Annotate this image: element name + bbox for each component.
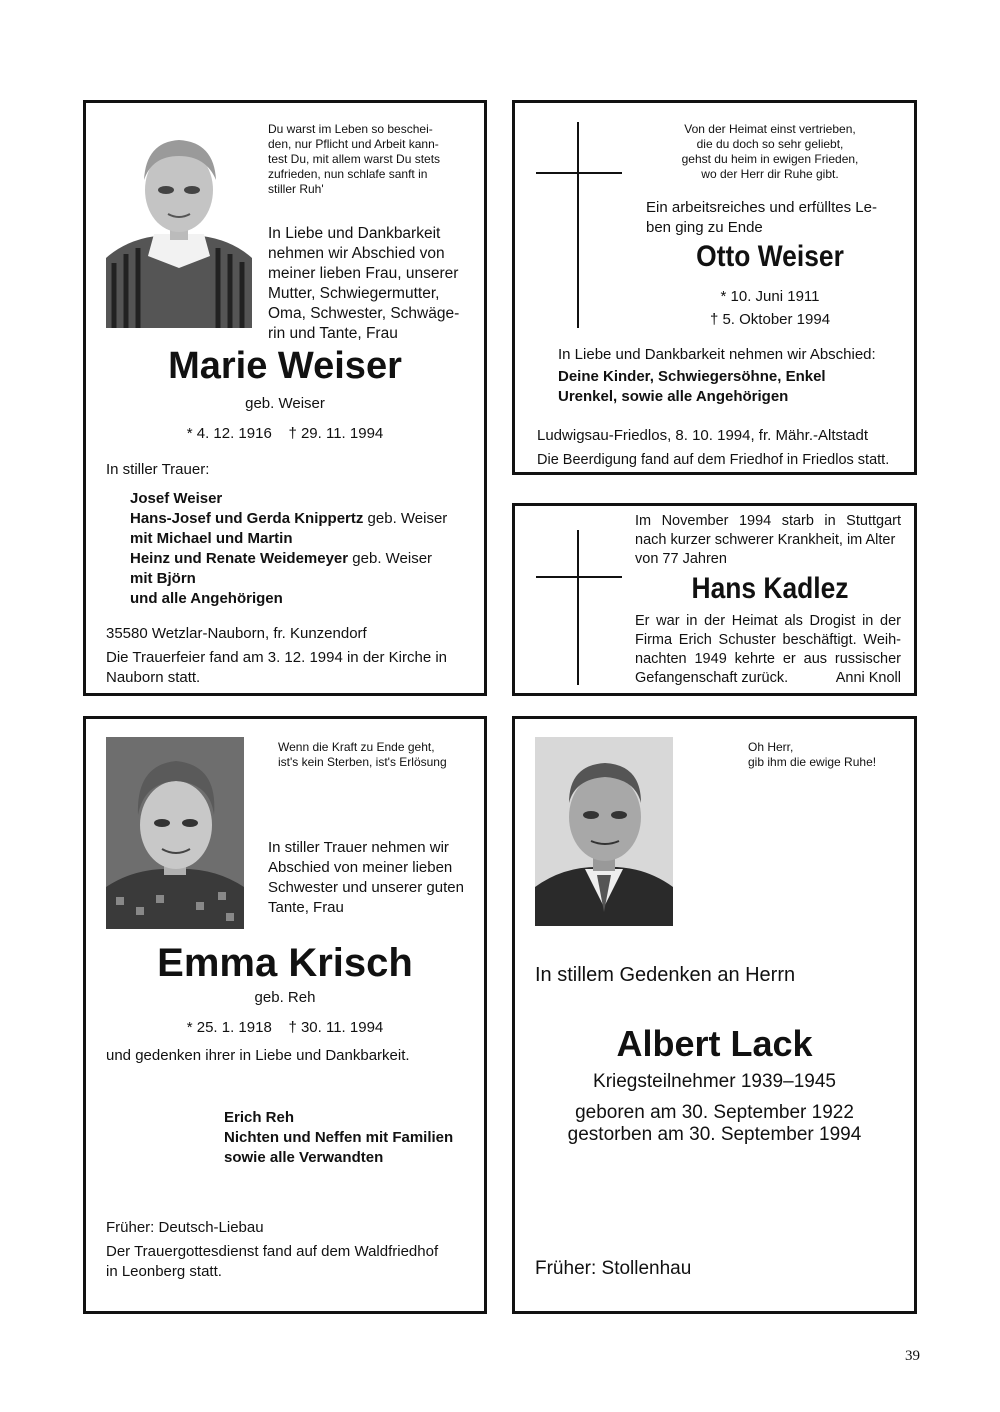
otto-intro-line: ben ging zu Ende [646,219,763,236]
emma-family-line: Nichten und Neffen mit Familien [224,1129,454,1146]
otto-born: * 10. Juni 1911 [720,288,820,305]
cross-bar-hans [536,576,622,578]
albert-born: geboren am 30. September 1922 [575,1102,854,1123]
otto-poem-line: gehst du heim in ewigen Frieden, [681,152,859,166]
otto-funeral: Die Beerdigung fand auf dem Friedhof in Friedlos statt. [537,452,890,468]
portrait-marie-image [106,128,252,328]
albert-origin: Früher: Stollenhau [535,1258,692,1279]
marie-intro [268,224,464,344]
albert-role: Kriegsteilnehmer 1939–1945 [593,1071,836,1092]
marie-family-line [130,549,480,569]
emma-intro [268,838,468,918]
emma-intro-line: Schwester und unserer guten [268,879,464,896]
otto-died: † 5. Oktober 1994 [709,311,831,328]
marie-family-bold: Heinz und Renate Weidemeyer [130,550,349,567]
marie-intro-line: Mutter, Schwiegermutter, [268,285,440,302]
hans-signature: Anni Knoll [835,670,901,686]
marie-intro-line: nehmen wir Abschied von [268,245,445,262]
otto-poem-line: Von der Heimat einst vertrieben, [684,122,856,136]
emma-family-line: Erich Reh [224,1109,295,1126]
marie-poem-line: zufrieden, nun schlafe sanft in [268,167,428,181]
emma-funeral-line: Der Trauergottesdienst fand auf dem Waldfriedhof [106,1243,439,1260]
marie-family-bold: Josef Weiser [130,490,223,507]
marie-family-line [130,509,480,529]
emma-poem-line: ist's kein Sterben, ist's Erlösung [278,755,447,769]
albert-prayer-line: Oh Herr, [748,740,794,754]
portrait-photo-emma [106,737,244,929]
hans-intro-line: von 77 Jahren [635,551,727,567]
emma-intro-line: In stiller Trauer nehmen wir [268,839,449,856]
hans-intro-line: Im November 1994 starb in Stuttgart [635,513,901,529]
emma-family [224,1108,484,1168]
hans-intro-line: nach kurzer schwerer Krankheit, im Alter [635,532,896,548]
emma-funeral [106,1242,476,1282]
marie-dates: * 4. 12. 1916 † 29. 11. 1994 [186,425,384,442]
emma-poem-line: Wenn die Kraft zu Ende geht, [278,740,435,754]
marie-intro-line: rin und Tante, Frau [268,325,398,342]
marie-poem-line: den, nur Pflicht und Arbeit kann- [268,137,439,151]
emma-intro-line: Tante, Frau [268,899,344,916]
albert-intro: In stillem Gedenken an Herrn [535,964,796,986]
marie-mourning-label: In stiller Trauer: [106,461,210,478]
emma-family-line: sowie alle Verwandten [224,1149,384,1166]
otto-poem-line: die du doch so sehr geliebt, [696,137,844,151]
marie-intro-line: In Liebe und Dankbarkeit [268,225,441,242]
marie-family-line [130,589,480,609]
marie-funeral-line: Nauborn statt. [106,669,201,686]
otto-poem-line: wo der Herr dir Ruhe gibt. [701,167,839,181]
hans-text-line: Er war in der Heimat als Drogist in der [635,613,901,629]
hans-intro [635,512,901,569]
marie-family-line [130,569,480,589]
otto-intro-line: Ein arbeitsreiches und erfülltes Le- [646,199,877,216]
emma-dates: * 25. 1. 1918 † 30. 11. 1994 [186,1019,384,1036]
portrait-photo-marie [106,128,252,328]
portrait-emma-image [106,737,244,929]
otto-poem [640,122,900,182]
marie-family-bold: und alle Angehörigen [130,590,283,607]
marie-family-bold: mit Michael und Martin [130,530,293,547]
albert-prayer [748,740,908,770]
emma-intro-line: Abschied von meiner lieben [268,859,453,876]
marie-family-bold: Hans-Josef und Gerda Knippertz [130,510,364,527]
marie-funeral [106,648,476,688]
deceased-name-albert: Albert Lack [616,1023,813,1064]
marie-born-name: geb. Weiser [245,395,325,412]
marie-poem [268,122,464,197]
emma-born-name: geb. Reh [254,989,316,1006]
portrait-albert-image [535,737,673,926]
deceased-name-hans: Hans Kadlez [691,572,849,605]
marie-family-line [130,529,480,549]
cross-icon-hans [577,530,579,685]
marie-family-rest: geb. Weiser [363,510,448,527]
marie-poem-line: test Du, mit allem warst Du stets [268,152,441,166]
deceased-name-otto: Otto Weiser [696,240,844,273]
marie-poem-line: Du warst im Leben so beschei- [268,122,433,136]
emma-remember: und gedenken ihrer in Liebe und Dankbarkeit. [106,1047,410,1064]
otto-place: Ludwigsau-Friedlos, 8. 10. 1994, fr. Mähr.-Altstadt [537,427,869,444]
otto-family-line: Urenkel, sowie alle Angehörigen [558,388,789,405]
deceased-name-emma: Emma Krisch [157,941,413,985]
cross-icon-otto [577,122,579,328]
marie-address: 35580 Wetzlar-Nauborn, fr. Kunzendorf [106,625,367,642]
hans-text-line: nachten 1949 kehrte er aus russischer [635,651,901,667]
marie-intro-line: Oma, Schwester, Schwäge- [268,305,460,322]
marie-poem-line: stiller Ruh' [268,182,324,196]
hans-text-line: Firma Erich Schuster beschäftigt. Weih- [635,632,901,648]
emma-poem [278,740,468,770]
portrait-photo-albert [535,737,673,926]
hans-text [635,612,901,688]
marie-family-list [130,489,480,609]
marie-family-rest: geb. Weiser [348,550,433,567]
otto-family-line: Deine Kinder, Schwiegersöhne, Enkel [558,368,826,385]
marie-funeral-line: Die Trauerfeier fand am 3. 12. 1994 in der Kirche in [106,649,448,666]
marie-family-bold: mit Björn [130,570,196,587]
emma-funeral-line: in Leonberg statt. [106,1263,222,1280]
page-number: 39 [905,1348,920,1364]
otto-farewell: In Liebe und Dankbarkeit nehmen wir Abschied: [558,346,876,363]
hans-last-line-text: Gefangenschaft zurück. [635,670,789,686]
marie-intro-line: meiner lieben Frau, unserer [268,265,459,282]
otto-intro [646,198,896,238]
albert-died: gestorben am 30. September 1994 [567,1124,862,1145]
cross-bar-otto [536,172,622,174]
hans-last-line [635,669,901,688]
albert-prayer-line: gib ihm die ewige Ruhe! [748,755,877,769]
marie-family-line [130,489,480,509]
deceased-name-marie: Marie Weiser [168,345,402,387]
emma-origin: Früher: Deutsch-Liebau [106,1219,264,1236]
otto-family [558,367,826,407]
